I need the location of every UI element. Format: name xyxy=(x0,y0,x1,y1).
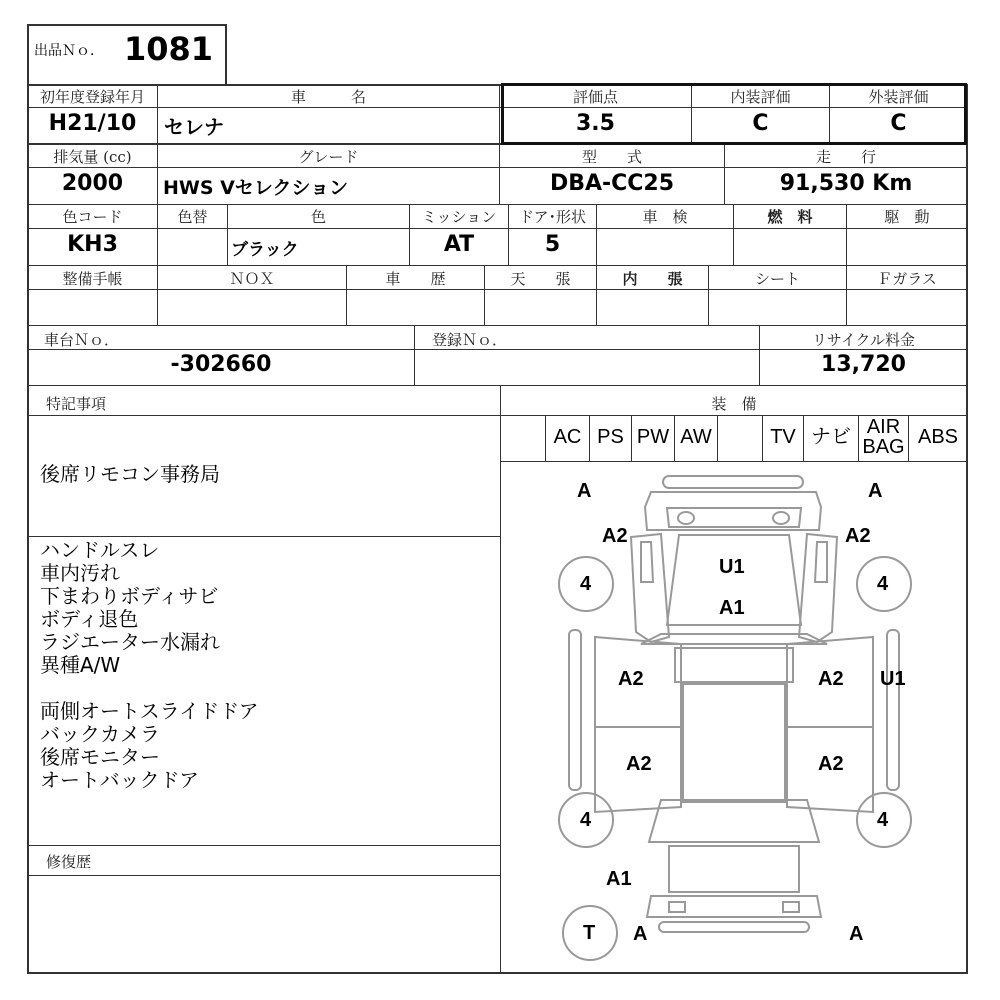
notes-item: ハンドルスレ xyxy=(40,538,160,562)
equipment-label: 装 備 xyxy=(711,395,757,413)
mileage-value: 91,530 Km xyxy=(779,171,913,196)
notes-list xyxy=(40,539,259,792)
regno-label: 登録Ｎｏ． xyxy=(432,331,508,349)
mark-hood-top: U1 xyxy=(719,556,745,578)
displacement-value: 2000 xyxy=(61,171,124,196)
door-value: 5 xyxy=(544,232,561,257)
equip-pw: PW xyxy=(636,426,670,448)
f-glass-label: Ｆガラス xyxy=(877,270,937,288)
notes-item: 後席モニター xyxy=(40,745,160,769)
mark-door-rr: A2 xyxy=(818,753,844,775)
notes-item: オートバックドア xyxy=(40,768,199,792)
notes-item xyxy=(40,677,259,700)
mark-hood-bottom: A1 xyxy=(719,597,745,619)
displacement-label: 排気量 (cc) xyxy=(53,148,132,166)
grade-value: HWS Vセレクション xyxy=(163,177,349,199)
recycle-label: リサイクル料金 xyxy=(812,331,915,349)
mark-door-fr: A2 xyxy=(818,668,844,690)
fuel-label: 燃 料 xyxy=(767,208,813,226)
lot-label: 出品Ｎｏ． xyxy=(34,43,104,59)
drive-label: 駆 動 xyxy=(884,208,930,226)
score-value: 3.5 xyxy=(576,111,615,136)
inspection-label: 車 検 xyxy=(642,208,688,226)
mark-front-left: A xyxy=(577,480,592,502)
mark-door-rl: A2 xyxy=(626,753,652,775)
equip-tv: TV xyxy=(770,426,796,448)
service-book-label: 整備手帳 xyxy=(62,270,123,288)
equip-blank xyxy=(718,415,762,461)
nox-label: ＮＯＸ xyxy=(229,270,275,288)
notes-item: バックカメラ xyxy=(40,722,160,746)
interior-trim-label: 内 張 xyxy=(622,270,683,288)
notes-item: 車内汚れ xyxy=(40,561,120,585)
notes-line1: 後席リモコン事務局 xyxy=(40,462,220,486)
colorcode-label: 色コード xyxy=(62,208,123,226)
mark-rear-left: A1 xyxy=(606,868,632,890)
score-label: 評価点 xyxy=(572,88,618,106)
equip-aw: AW xyxy=(680,426,712,448)
interior-value: C xyxy=(752,111,769,136)
equip-ps: PS xyxy=(597,426,624,448)
mark-rear-a-left: A xyxy=(633,923,648,945)
exterior-value: C xyxy=(890,111,907,136)
mark-side-right: U1 xyxy=(880,668,906,690)
reg-label: 初年度登録年月 xyxy=(39,88,145,106)
notes-item: 両側オートスライドドア xyxy=(40,699,259,723)
notes-item: 異種A/W xyxy=(40,653,121,677)
color-label: 色 xyxy=(310,208,326,226)
mark-tire-rr: 4 xyxy=(877,809,889,831)
equip-abs: ABS xyxy=(917,426,959,448)
color-value: ブラック xyxy=(231,240,299,260)
model-value: DBA-CC25 xyxy=(549,171,675,196)
mark-door-fl: A2 xyxy=(618,668,644,690)
reg-value: H21/10 xyxy=(48,111,137,136)
mark-tire-rl: 4 xyxy=(580,809,592,831)
car-diagram xyxy=(501,462,967,973)
mark-tire-fr: 4 xyxy=(877,573,889,595)
equip-airbag: AIR BAG xyxy=(862,416,905,458)
exterior-label: 外装評価 xyxy=(868,88,929,106)
notes-item: ボディ退色 xyxy=(40,607,139,631)
repair-history-label: 修復歴 xyxy=(46,853,92,871)
notes-item: 下まわりボディサビ xyxy=(40,584,219,608)
recycle-value: 13,720 xyxy=(821,352,906,377)
name-label: 車 名 xyxy=(290,88,366,106)
mark-spare-tire: T xyxy=(583,922,596,944)
seat-label: シート xyxy=(754,270,800,288)
mileage-label: 走 行 xyxy=(815,148,876,166)
mark-rear-a-right: A xyxy=(849,923,864,945)
mark-fender-right: A2 xyxy=(845,525,871,547)
roof-lining-label: 天 張 xyxy=(510,270,571,288)
mark-tire-fl: 4 xyxy=(580,573,592,595)
mark-fender-left: A2 xyxy=(602,525,628,547)
model-label: 型 式 xyxy=(581,148,642,166)
mission-value: AT xyxy=(443,232,475,257)
mark-front-right: A xyxy=(868,480,883,502)
chassis-value: -302660 xyxy=(170,352,272,377)
notes-label: 特記事項 xyxy=(46,395,107,413)
interior-label: 内装評価 xyxy=(730,88,791,106)
recolor-label: 色替 xyxy=(177,208,208,226)
name-value: セレナ xyxy=(164,115,224,139)
notes-item: ラジエーター水漏れ xyxy=(40,630,220,654)
chassis-label: 車台Ｎｏ． xyxy=(44,331,120,349)
history-label: 車 歴 xyxy=(385,270,446,288)
colorcode-value: KH3 xyxy=(67,232,118,257)
equip-ac: AC xyxy=(553,426,582,448)
grade-label: グレード xyxy=(298,148,359,166)
mission-label: ミッション xyxy=(421,208,497,226)
lot-number: 1081 xyxy=(124,30,214,68)
equip-navi: ナビ xyxy=(811,426,851,448)
door-label: ドア･形状 xyxy=(518,208,587,226)
